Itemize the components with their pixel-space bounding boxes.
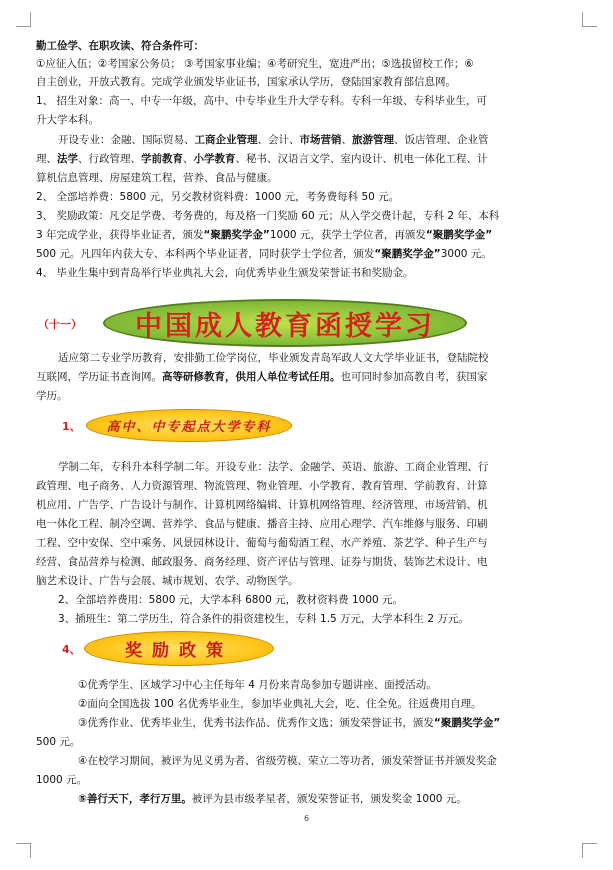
reward-item-1: ①优秀学生、区域学习中心主任每年 4 月份来青岛参加专题讲座、面授活动。 bbox=[78, 679, 437, 691]
programs-line-3: 机应用、广告学、广告设计与制作、计算机网络编辑、计算机网络管理、经济管理、市场营销、机 bbox=[36, 499, 488, 511]
sub1-number: 1、 bbox=[62, 420, 81, 433]
sub1-title: 高中、中专起点大学专科 bbox=[106, 420, 272, 435]
options-line-2: 自主创业，开放式教育。完成学业颁发毕业证书，国家承认学历，登陆国家教育部信息网。 bbox=[36, 76, 456, 88]
reward-item-5: ⑤善行天下，孝行万里。被评为县市级孝星者，颁发荣誉证书，颁发奖金 1000 元。 bbox=[78, 793, 467, 805]
reward-item-2: ②面向全国选拔 100 名优秀毕业生，参加毕业典礼大会，吃、住全免。往返费用自理。 bbox=[78, 698, 482, 710]
majors-line-1: 开设专业：金融、国际贸易、工商企业管理、会计、市场营销、旅游管理、饭店管理、企业管 bbox=[58, 134, 489, 146]
options-line-1: ①应征入伍；②考国家公务员； ③考国家事业编；④考研究生，宽进严出；⑤选拔留校工作；⑥ bbox=[36, 58, 474, 70]
intro-line-3: 学历。 bbox=[36, 390, 68, 402]
programs-line-2: 政管理、电子商务、人力资源管理、物流管理、物业管理、小学教育、教育管理、学前教育、计算 bbox=[36, 480, 488, 492]
reward-item-3-cont: 500 元。 bbox=[36, 736, 81, 748]
intro-line-1: 适应第二专业学历教育，安排勤工俭学岗位，毕业颁发青岛军政人文大学毕业证书，登陆院校 bbox=[58, 352, 489, 364]
sub2-number: 4、 bbox=[62, 643, 81, 656]
sub1-banner bbox=[86, 409, 292, 442]
intro-line-2: 互联网，学历证书查询网。高等研修教育，供用人单位考试任用。也可同时参加高教自考，获国家 bbox=[36, 371, 488, 383]
programs-line-7: 脑艺术设计、广告与会展、城市规划、农学、动物医学。 bbox=[36, 575, 299, 587]
programs-line-1: 学制二年，专科升本科学制二年。开设专业：法学、金融学、英语、旅游、工商企业管理、行 bbox=[58, 461, 489, 473]
programs-line-4: 电一体化工程、制冷空调、营养学、食品与健康、播音主持、应用心理学、汽车维修与服务、印刷 bbox=[36, 518, 488, 530]
programs-line-6: 经营、食品营养与检测、邮政服务、商务经理、资产评估与管理、证券与期货、装饰艺术设计、电 bbox=[36, 556, 488, 568]
sub2-title: 奖励政策 bbox=[125, 641, 233, 661]
enrollment-line-2: 升大学本科。 bbox=[36, 114, 99, 126]
majors-line-3: 算机信息管理、房屋建筑工程，营养、食品与健康。 bbox=[36, 172, 278, 184]
section-title: 中国成人教育函授学习 bbox=[135, 310, 435, 342]
reward-item-3: ③优秀作业、优秀毕业生，优秀书法作品、优秀作文选；颁发荣誉证书，颁发“聚鹏奖学金” bbox=[78, 717, 501, 729]
section-number: （十一） bbox=[38, 318, 82, 331]
crop-mark-top-right bbox=[582, 12, 597, 27]
enrollment-line-1: 1、 招生对象：高一、中专一年级，高中、中专毕业生升大学专科。专科一年级、专科毕业生，可 bbox=[36, 95, 488, 107]
reward-item-4: ④在校学习期间，被评为见义勇为者、省级劳模、荣立二等功者，颁发荣誉证书并颁发奖金 bbox=[78, 755, 497, 767]
section-title-banner bbox=[103, 299, 467, 347]
reward-policy-line-2: 3 年完成学业，获得毕业证者，颁发“聚鹏奖学金”1000 元，获学士学位者，再颁发“聚鹏奖学金” bbox=[36, 229, 493, 241]
reward-policy-line-3: 500 元。凡四年内获大专、本科两个毕业证者，同时获学士学位者，颁发“聚鹏奖学金”3000 元。 bbox=[36, 248, 492, 260]
graduation-line: 4、 毕业生集中到青岛举行毕业典礼大会，向优秀毕业生颁发荣誉证书和奖励金。 bbox=[36, 267, 414, 279]
reward-policy-line-1: 3、 奖励政策：凡交足学费、考务费的，每及格一门奖励 60 元；从入学交费计起，专科 2 年、本科 bbox=[36, 210, 500, 222]
programs-line-5: 工程、空中安保、空中乘务、风景园林设计、葡萄与葡萄酒工程、水产养殖、茶艺学、种子生产与 bbox=[36, 537, 488, 549]
crop-mark-top-left bbox=[16, 12, 31, 27]
tuition-line: 2、全部培养费用：5800 元，大学本科 6800 元，教材资料费 1000 元。 bbox=[58, 594, 404, 606]
transfer-student-line: 3、插班生：第二学历生，符合条件的捐资建校生，专科 1.5 万元，大学本科生 2 万元。 bbox=[58, 613, 469, 625]
crop-mark-bottom-right bbox=[582, 843, 597, 858]
sub2-banner bbox=[84, 631, 274, 666]
fee-line: 2、 全部培养费：5800 元，另交教材资料费：1000 元，考务费每科 50 元。 bbox=[36, 191, 400, 203]
page-number: 6 bbox=[303, 814, 310, 823]
majors-line-2: 理、法学、行政管理、学前教育、小学教育、秘书、汉语言文学、室内设计、机电一体化工程、计 bbox=[36, 153, 488, 165]
crop-mark-bottom-left bbox=[16, 843, 31, 858]
reward-item-4-cont: 1000 元。 bbox=[36, 774, 88, 786]
top-heading: 勤工俭学、在职攻读、符合条件可： bbox=[36, 40, 204, 52]
